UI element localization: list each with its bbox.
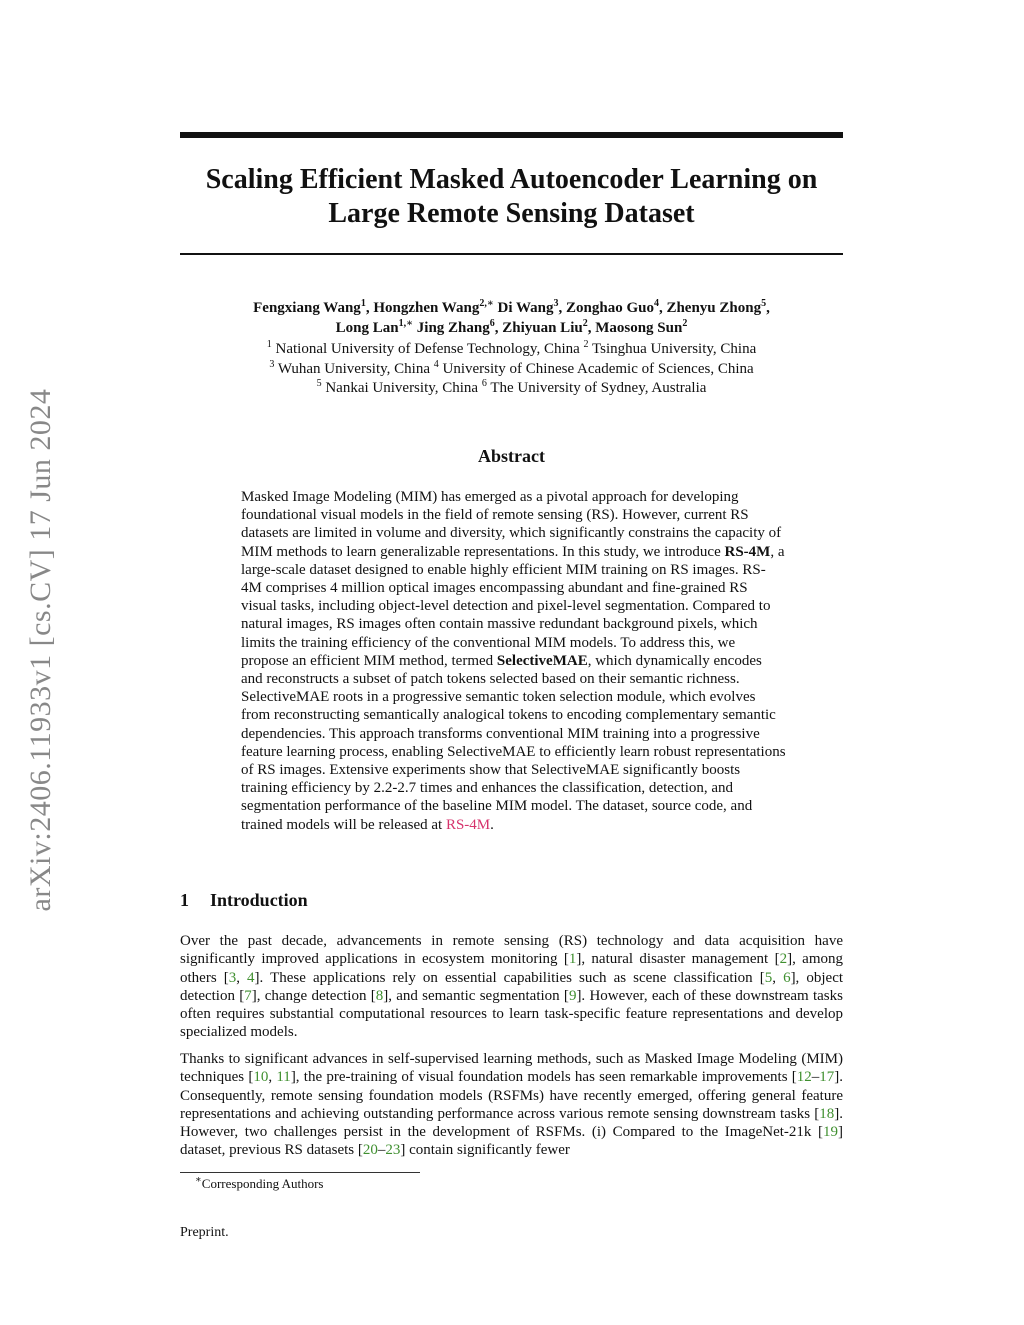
abstract-text: , which dynamically encodes and reconstructs a subset of patch tokens selected based on their semantic richness. SelectiveMAE roots in a progressive semantic token selection module, which evolves from reconstructing semantically analogical tokens to encoding complementary semantic dependencies. This approach transforms conventional MIM training into a progressive feature learning process, enabling SelectiveMAE to efficiently learn robust representations of RS images. Extensive experiments show that SelectiveMAE significantly boosts training efficiency by 2.2-2.7 times and enhances the classification, detection, and segmentation performance of the baseline MIM model. The dataset, source code, and trained models will be released at [241, 652, 786, 833]
paragraph-text: ] contain significantly fewer [400, 1142, 570, 1159]
section-heading-introduction [180, 890, 843, 911]
dataset-release-link[interactable]: RS-4M [445, 816, 491, 833]
paragraph-text: ], among others [ [180, 951, 843, 986]
affiliation-number: 4 [433, 358, 439, 370]
citation-link[interactable]: 1 [568, 951, 577, 968]
author-name: Zonghao Guo [566, 300, 654, 316]
citation-link[interactable]: 10 [253, 1069, 269, 1086]
affiliation-name: National University of Defense Technology, China [275, 341, 580, 357]
author-list: Fengxiang Wang$^1$, Hongzhen Wang$^{2,∗}$ Di Wang$^3$, Zonghao Guo$^4$, Zhenyu Zhong$^5$, Long Lan$^{1,∗}$ Jing Zhang$^6$, Zhiyuan Liu$^2$, Maosong Sun$^2$ [253, 298, 770, 336]
affiliation-number: 1 [266, 339, 272, 350]
paragraph-text: ] dataset, previous RS datasets [ [180, 1124, 843, 1159]
author-affiliation-mark: 3 [553, 298, 559, 309]
author-affiliation-mark: 5 [761, 298, 767, 309]
affiliation-name: Tsinghua University, China [592, 341, 757, 357]
citation-link[interactable]: 4 [247, 969, 255, 986]
author-name: Fengxiang Wang [253, 300, 361, 316]
footnote [195, 1176, 324, 1192]
paragraph-text: , [268, 1069, 277, 1086]
affiliation-number: 2 [583, 339, 589, 350]
affiliation-name: The University of Sydney, Australia [490, 380, 707, 396]
citation-link[interactable]: 3 [228, 969, 237, 986]
paragraph-text: Thanks to significant advances in self-supervised learning methods, such as Masked Image Modeling (MIM) techniques [ [180, 1051, 843, 1086]
citation-link[interactable]: 9 [568, 987, 577, 1004]
author-affiliation-mark: 2,∗ [479, 298, 494, 309]
intro-paragraph-1 [180, 932, 843, 1042]
affiliation-name: Wuhan University, China [277, 360, 430, 377]
author-name: Zhiyuan Liu [502, 320, 583, 336]
author-name: Jing Zhang [416, 320, 490, 336]
abstract-method-name: SelectiveMAE [496, 652, 588, 669]
abstract-dataset-name: RS-4M [724, 543, 771, 560]
paragraph-text: ], and semantic segmentation [ [383, 987, 569, 1004]
author-name: Zhenyu Zhong [666, 300, 762, 316]
citation-link[interactable]: 2 [779, 951, 788, 968]
citation-link[interactable]: 6 [783, 969, 791, 986]
citation-link[interactable]: 11 [276, 1069, 291, 1086]
title-line-2: Large Remote Sensing Dataset [328, 198, 695, 229]
author-name: Maosong Sun [595, 320, 683, 336]
abstract-text: Masked Image Modeling (MIM) has emerged as a pivotal approach for developing foundational visual models in the field of remote sensing (RS). However, current RS datasets are limited in volume and diversity, which significantly constrains the capacity of MIM methods to learn generalizable representations. In this study, we introduce [241, 489, 782, 560]
paragraph-text: ]. These applications rely on essential capabilities such as scene classification [ [254, 969, 765, 986]
intro-paragraph-2 [180, 1050, 843, 1160]
citation-link[interactable]: 12 [796, 1069, 812, 1086]
author-affiliation-mark: 1,∗ [398, 318, 414, 329]
citation-link[interactable]: 18 [819, 1105, 835, 1122]
paper-title [180, 163, 843, 231]
citation-link[interactable]: 23 [385, 1142, 401, 1159]
paragraph-text: ], the pre-training of visual foundation models has seen remarkable improvements [ [290, 1069, 797, 1086]
author-affiliation-mark: 2 [582, 318, 588, 329]
citation-link[interactable]: 17 [819, 1069, 835, 1086]
abstract-text: , a large-scale dataset designed to enable highly efficient MIM training on RS images. RS-4M comprises 4 million optical images encompassing abundant and fine-grained RS visual tasks, including object-level detection and pixel-level segmentation. Compared to natural images, RS images often contain massive redundant background pixels, which limits the training efficiency of the conventional MIM models. To address this, we propose an efficient MIM method, termed [241, 543, 785, 669]
section-number: 1 [180, 890, 189, 910]
section-title: Introduction [210, 890, 308, 910]
affiliation-number: 6 [481, 378, 487, 389]
author-name: Long Lan [335, 320, 399, 336]
author-affiliation-mark: 4 [653, 298, 659, 309]
title-bottom-rule [180, 253, 843, 255]
paragraph-text: – [377, 1142, 386, 1159]
arxiv-identifier-stamp: arXiv:2406.11933v1 [cs.CV] 17 Jun 2024 [24, 388, 57, 912]
paragraph-text: ], natural disaster management [ [576, 951, 780, 968]
paragraph-text: ], object detection [ [180, 969, 844, 1004]
title-top-rule [180, 132, 843, 138]
paragraph-text: , [236, 969, 248, 986]
footnote-rule [180, 1172, 420, 1173]
paragraph-text: ], change detection [ [251, 987, 376, 1004]
author-name: Hongzhen Wang [373, 300, 480, 316]
citation-link[interactable]: 7 [244, 987, 252, 1004]
author-affiliation-mark: 6 [489, 318, 495, 329]
citation-link[interactable]: 20 [362, 1142, 378, 1159]
citation-link[interactable]: 19 [823, 1124, 838, 1141]
preprint-footer: Preprint. [180, 1225, 229, 1240]
title-line-1: Scaling Efficient Masked Autoencoder Learning on [205, 164, 818, 195]
footnote-mark: ∗ [195, 1174, 202, 1186]
paragraph-text: ]. However, each of these downstream tasks often requires substantial computational resources to learn task-specific feature representations and develop specialized models. [180, 987, 843, 1041]
paragraph-text: Over the past decade, advancements in remote sensing (RS) technology and data acquisition have significantly improved applications in ecosystem monitoring [ [180, 933, 843, 968]
affiliation-name: Nankai University, China [325, 380, 479, 396]
paragraph-text: – [811, 1069, 820, 1086]
affiliation-number: 3 [269, 358, 275, 370]
author-affiliation-mark: 1 [360, 298, 366, 309]
paragraph-text: ]. However, two challenges persist in the development of RSFMs. (i) Compared to the ImageNet-21k [ [180, 1105, 843, 1141]
affiliation-list [180, 340, 843, 399]
citation-link[interactable]: 8 [375, 987, 384, 1004]
affiliation-name: University of Chinese Academic of Sciences, China [442, 360, 754, 377]
paragraph-text: ]. Consequently, remote sensing foundation models (RSFMs) have recently emerged, offering general feature representations and achieving outstanding performance across various remote sensing downstream tasks [ [180, 1069, 844, 1122]
footnote-text: Corresponding Authors [201, 1176, 324, 1191]
author-name: Di Wang [497, 300, 554, 316]
abstract-heading: Abstract [478, 446, 545, 466]
abstract-text: . [490, 816, 494, 833]
author-affiliation-mark: 2 [682, 318, 688, 329]
abstract-body [241, 488, 786, 834]
affiliation-number: 5 [316, 378, 322, 389]
citation-link[interactable]: 5 [764, 969, 773, 986]
paragraph-text: , [772, 969, 784, 986]
